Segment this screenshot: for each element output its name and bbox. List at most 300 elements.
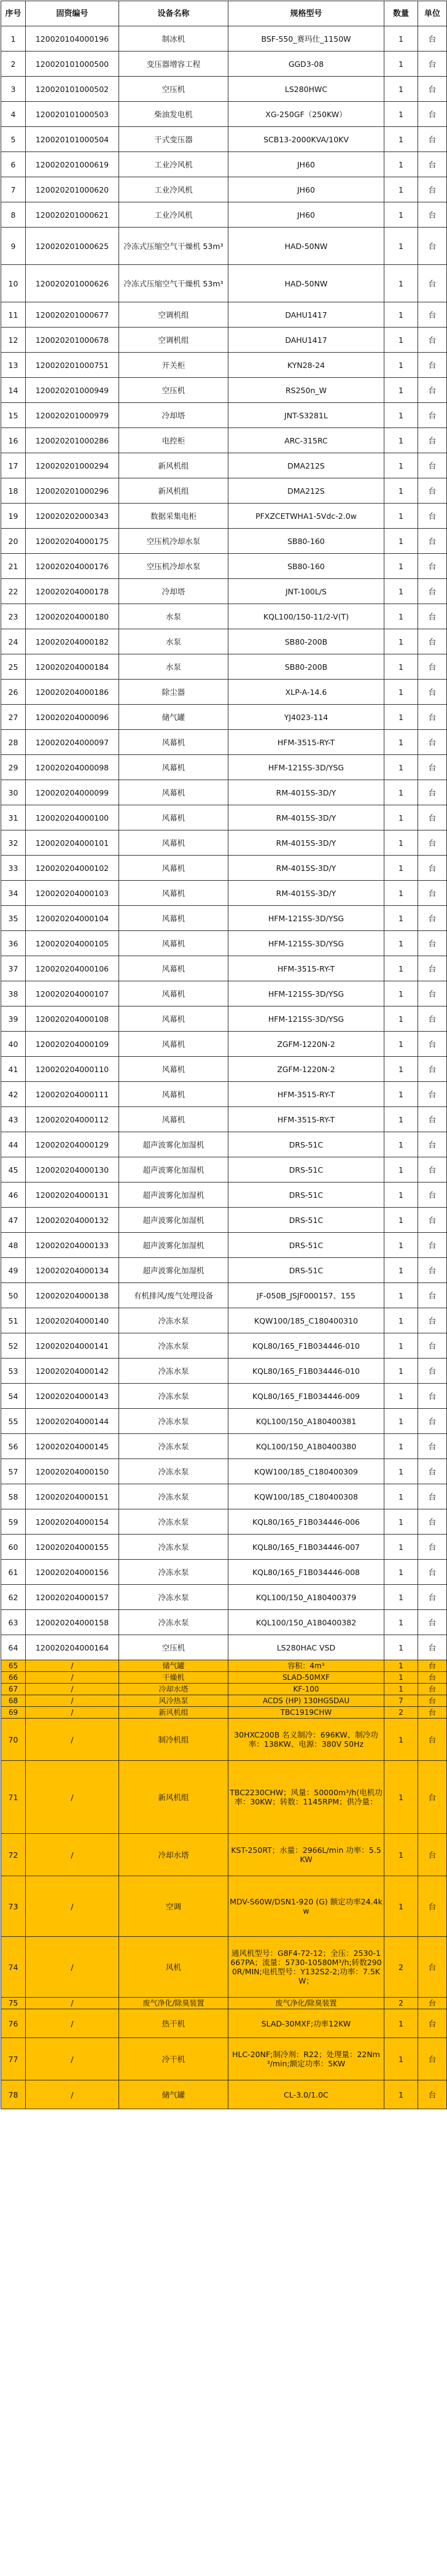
cell-name: 风幕机 [119,1107,228,1132]
cell-model: ZGFM-1220N-2 [228,1032,384,1057]
cell-qty: 1 [384,805,418,830]
equipment-table [1,1,447,2109]
cell-asset-no: 120020204000176 [26,554,119,579]
cell-asset-no: 120020101000503 [26,102,119,127]
cell-unit: 台 [418,1308,447,1333]
cell-no: 37 [1,956,26,981]
cell-name: 空调机组 [119,302,228,328]
cell-no: 49 [1,1258,26,1283]
table-row [1,102,447,127]
table-row [1,265,447,302]
cell-name: 干燥机 [119,1672,228,1684]
cell-no: 54 [1,1384,26,1409]
cell-name: 电控柜 [119,428,228,453]
cell-name: 超声波雾化加湿机 [119,1208,228,1233]
cell-qty: 1 [384,654,418,680]
cell-asset-no: 120020204000144 [26,1409,119,1434]
cell-unit: 台 [418,1695,447,1707]
cell-qty: 1 [384,931,418,956]
table-row-highlighted [1,2009,447,2038]
cell-unit: 台 [418,1258,447,1283]
cell-unit: 台 [418,1672,447,1684]
cell-no: 69 [1,1707,26,1719]
cell-qty: 1 [384,705,418,730]
cell-model: KQL100/150_A180400381 [228,1409,384,1434]
cell-qty: 1 [384,1333,418,1359]
cell-name: 冷冻水泵 [119,1359,228,1384]
cell-model: JF-050B_JSJF000157、155 [228,1283,384,1308]
cell-no: 65 [1,1660,26,1672]
cell-name: 空调机组 [119,328,228,353]
cell-asset-no: 120020204000156 [26,1560,119,1585]
table-row [1,1208,447,1233]
cell-name: 冷冻水泵 [119,1434,228,1459]
cell-qty: 1 [384,956,418,981]
table-row [1,228,447,265]
table-row [1,780,447,805]
cell-name: 冷冻水泵 [119,1384,228,1409]
cell-name: 超声波雾化加湿机 [119,1132,228,1157]
table-header [1,1,447,26]
cell-model: SB80-200B [228,654,384,680]
cell-asset-no: 120020204000178 [26,579,119,604]
cell-asset-no: 120020204000112 [26,1107,119,1132]
cell-no: 72 [1,1834,26,1876]
cell-qty: 1 [384,981,418,1006]
cell-no: 53 [1,1359,26,1384]
cell-unit: 台 [418,1998,447,2009]
cell-model: RS250n_W [228,378,384,403]
cell-model: SB80-160 [228,554,384,579]
cell-name: 开关柜 [119,353,228,378]
cell-model: DMA212S [228,478,384,504]
cell-model: SCB13-2000KVA/10KV [228,127,384,152]
cell-model: DMA212S [228,453,384,478]
cell-no: 21 [1,554,26,579]
table-row [1,1132,447,1157]
table-row [1,1233,447,1258]
table-row [1,705,447,730]
cell-qty: 1 [384,604,418,629]
table-row [1,353,447,378]
cell-name: 风幕机 [119,981,228,1006]
cell-asset-no: / [26,1672,119,1684]
cell-asset-no: 120020204000096 [26,705,119,730]
cell-no: 10 [1,265,26,302]
cell-model: TBC1919CHW [228,1707,384,1719]
cell-name: 风幕机 [119,856,228,881]
cell-name: 新风机组 [119,478,228,504]
cell-qty: 1 [384,1509,418,1535]
table-row-highlighted [1,1695,447,1707]
cell-no: 17 [1,453,26,478]
cell-model: RM-4015S-3D/Y [228,856,384,881]
cell-unit: 台 [418,302,447,328]
cell-model: JH60 [228,152,384,177]
table-row [1,1384,447,1409]
table-row [1,1509,447,1535]
cell-no: 44 [1,1132,26,1157]
table-row [1,654,447,680]
cell-name: 柴油发电机 [119,102,228,127]
cell-qty: 1 [384,780,418,805]
cell-unit: 台 [418,1006,447,1032]
cell-name: 冷干机 [119,2038,228,2080]
cell-unit: 台 [418,504,447,529]
cell-qty: 1 [384,478,418,504]
cell-name: 冷冻水泵 [119,1535,228,1560]
cell-unit: 台 [418,2038,447,2080]
cell-model: HFM-3515-RY-T [228,1107,384,1132]
cell-asset-no: 120020204000154 [26,1509,119,1535]
cell-no: 45 [1,1157,26,1183]
cell-model: HAD-50NW [228,265,384,302]
cell-name: 储气罐 [119,705,228,730]
cell-qty: 1 [384,1233,418,1258]
cell-name: 水泵 [119,629,228,654]
cell-unit: 台 [418,1459,447,1484]
cell-name: 冷却水塔 [119,1834,228,1876]
cell-qty: 1 [384,755,418,780]
cell-unit: 台 [418,2080,447,2109]
cell-unit: 台 [418,830,447,856]
table-row [1,856,447,881]
cell-asset-no: 120020204000145 [26,1434,119,1459]
table-row [1,1459,447,1484]
cell-unit: 台 [418,1384,447,1409]
cell-qty: 1 [384,403,418,428]
cell-unit: 台 [418,177,447,202]
table-row [1,1585,447,1610]
cell-unit: 台 [418,2009,447,2038]
cell-no: 50 [1,1283,26,1308]
table-row [1,504,447,529]
cell-asset-no: 120020204000186 [26,680,119,705]
cell-name: 数据采集电柜 [119,504,228,529]
cell-asset-no: / [26,2009,119,2038]
cell-unit: 台 [418,26,447,52]
cell-qty: 1 [384,152,418,177]
cell-unit: 台 [418,1283,447,1308]
cell-unit: 台 [418,705,447,730]
cell-name: 风幕机 [119,755,228,780]
cell-unit: 台 [418,1409,447,1434]
cell-qty: 1 [384,1359,418,1384]
table-row [1,906,447,931]
cell-asset-no: 120020204000102 [26,856,119,881]
table-row [1,1409,447,1434]
cell-qty: 1 [384,52,418,77]
cell-qty: 1 [384,881,418,906]
cell-qty: 1 [384,2038,418,2080]
cell-asset-no: 120020204000138 [26,1283,119,1308]
cell-model: PFXZCETWHA1-5Vdc-2.0w [228,504,384,529]
cell-name: 水泵 [119,654,228,680]
cell-unit: 台 [418,1032,447,1057]
cell-unit: 台 [418,529,447,554]
cell-unit: 台 [418,1434,447,1459]
cell-unit: 台 [418,730,447,755]
cell-asset-no: 120020201000294 [26,453,119,478]
table-row [1,1157,447,1183]
cell-model: KQL80/165_F1B034446-006 [228,1509,384,1535]
cell-model: 通风机型号：G8F4-72-12；全压：2530-1667PA；流量：5730-10580M³/h;转数2900R/MIN;电机型号：Y132S2-2;功率：7.5KW； [228,1937,384,1998]
cell-name: 风幕机 [119,830,228,856]
table-row [1,805,447,830]
cell-name: 除尘器 [119,680,228,705]
cell-asset-no: 120020204000100 [26,805,119,830]
table-row [1,931,447,956]
cell-qty: 1 [384,856,418,881]
cell-name: 冷冻水泵 [119,1585,228,1610]
cell-model: JH60 [228,177,384,202]
cell-qty: 1 [384,453,418,478]
table-row-highlighted [1,1684,447,1695]
table-row [1,1283,447,1308]
table-row [1,1082,447,1107]
cell-asset-no: 120020204000101 [26,830,119,856]
cell-no: 58 [1,1484,26,1509]
cell-asset-no: 120020204000151 [26,1484,119,1509]
cell-qty: 1 [384,680,418,705]
cell-model: HAD-50NW [228,228,384,265]
cell-qty: 1 [384,127,418,152]
table-row [1,1434,447,1459]
cell-name: 冷冻水泵 [119,1509,228,1535]
cell-model: MDV-S60W/DSN1-920 (G) 额定功率24.4kw [228,1876,384,1937]
cell-unit: 台 [418,604,447,629]
cell-name: 空调 [119,1876,228,1937]
cell-asset-no: 120020204000158 [26,1610,119,1635]
cell-model: KQL80/165_F1B034446-010 [228,1359,384,1384]
cell-unit: 台 [418,1535,447,1560]
cell-asset-no: / [26,1761,119,1834]
cell-qty: 2 [384,1707,418,1719]
cell-asset-no: / [26,1719,119,1761]
cell-qty: 2 [384,1998,418,2009]
cell-asset-no: 120020204000130 [26,1157,119,1183]
cell-no: 24 [1,629,26,654]
cell-asset-no: 120020204000141 [26,1333,119,1359]
table-row [1,1610,447,1635]
cell-unit: 台 [418,1509,447,1535]
cell-no: 23 [1,604,26,629]
cell-unit: 台 [418,1233,447,1258]
cell-qty: 1 [384,529,418,554]
cell-qty: 1 [384,1684,418,1695]
table-row [1,177,447,202]
cell-qty: 1 [384,1560,418,1585]
cell-asset-no: 120020204000111 [26,1082,119,1107]
cell-model: HFM-1215S-3D/YSG [228,981,384,1006]
cell-unit: 台 [418,554,447,579]
cell-no: 42 [1,1082,26,1107]
cell-model: DRS-51C [228,1157,384,1183]
cell-no: 13 [1,353,26,378]
cell-name: 超声波雾化加湿机 [119,1233,228,1258]
table-row [1,202,447,228]
cell-qty: 7 [384,1695,418,1707]
cell-model: DRS-51C [228,1183,384,1208]
cell-name: 空压机冷却水泵 [119,554,228,579]
cell-asset-no: 120020201000979 [26,403,119,428]
cell-asset-no: 120020204000142 [26,1359,119,1384]
table-row [1,1635,447,1660]
cell-unit: 台 [418,1684,447,1695]
cell-model: ARC-315RC [228,428,384,453]
cell-qty: 1 [384,1208,418,1233]
cell-name: 风冷热泵 [119,1695,228,1707]
cell-unit: 台 [418,755,447,780]
cell-qty: 1 [384,1283,418,1308]
cell-qty: 1 [384,353,418,378]
cell-name: 冷冻水泵 [119,1409,228,1434]
cell-qty: 1 [384,26,418,52]
cell-name: 水泵 [119,604,228,629]
cell-asset-no: 120020204000099 [26,780,119,805]
table-row-highlighted [1,1937,447,1998]
cell-model: KQL100/150_A180400382 [228,1610,384,1635]
cell-qty: 1 [384,579,418,604]
cell-asset-no: 120020204000133 [26,1233,119,1258]
cell-no: 55 [1,1409,26,1434]
cell-model: RM-4015S-3D/Y [228,830,384,856]
table-row [1,127,447,152]
cell-unit: 台 [418,654,447,680]
cell-model: 30HXC200B 名义制冷：696KW、制冷功率：138KW、电源：380V 50Hz [228,1719,384,1761]
cell-asset-no: / [26,1937,119,1998]
cell-name: 废气净化/除臭装置 [119,1998,228,2009]
table-row [1,1057,447,1082]
cell-name: 冷冻式压缩空气干燥机 53m³ [119,228,228,265]
cell-model: BSF-550_赛玛仕_1150W [228,26,384,52]
cell-unit: 台 [418,1333,447,1359]
cell-model: 容积：4m³ [228,1660,384,1672]
header-name: 设备名称 [119,1,228,26]
cell-no: 60 [1,1535,26,1560]
cell-name: 变压器增容工程 [119,52,228,77]
cell-no: 63 [1,1610,26,1635]
cell-asset-no: 120020204000143 [26,1384,119,1409]
cell-model: KQL80/165_F1B034446-009 [228,1384,384,1409]
cell-qty: 1 [384,177,418,202]
cell-name: 风幕机 [119,906,228,931]
table-row [1,26,447,52]
table-row [1,1333,447,1359]
cell-no: 59 [1,1509,26,1535]
cell-unit: 台 [418,1484,447,1509]
cell-asset-no: 120020101000500 [26,52,119,77]
cell-no: 38 [1,981,26,1006]
cell-no: 66 [1,1672,26,1684]
cell-no: 56 [1,1434,26,1459]
cell-model: ACDS (HP) 130HGSDAU [228,1695,384,1707]
cell-model: HLC-20NF;制冷剂：R22；处理量：22Nm³/min;额定功率：5KW [228,2038,384,2080]
cell-asset-no: 120020201000678 [26,328,119,353]
cell-qty: 1 [384,1183,418,1208]
cell-name: 空压机 [119,1635,228,1660]
cell-no: 51 [1,1308,26,1333]
cell-name: 工业冷风机 [119,152,228,177]
cell-unit: 台 [418,629,447,654]
table-row [1,378,447,403]
cell-model: HFM-1215S-3D/YSG [228,906,384,931]
cell-qty: 1 [384,1834,418,1876]
cell-qty: 1 [384,1107,418,1132]
cell-asset-no: 120020201000619 [26,152,119,177]
cell-model: DRS-51C [228,1132,384,1157]
cell-no: 19 [1,504,26,529]
cell-unit: 台 [418,881,447,906]
table-row [1,981,447,1006]
table-row-highlighted [1,1707,447,1719]
cell-asset-no: 120020204000129 [26,1132,119,1157]
cell-qty: 1 [384,1409,418,1434]
cell-model: XLP-A-14.6 [228,680,384,705]
cell-no: 12 [1,328,26,353]
cell-asset-no: 120020204000103 [26,881,119,906]
cell-no: 32 [1,830,26,856]
cell-model: SLAD-30MXF;功率12KW [228,2009,384,2038]
cell-no: 27 [1,705,26,730]
table-row [1,1535,447,1560]
cell-asset-no: 120020204000175 [26,529,119,554]
cell-no: 71 [1,1761,26,1834]
cell-qty: 1 [384,1132,418,1157]
cell-qty: 1 [384,1006,418,1032]
cell-model: RM-4015S-3D/Y [228,780,384,805]
cell-name: 空压机 [119,77,228,102]
cell-model: KQL80/165_F1B034446-010 [228,1333,384,1359]
cell-model: HFM-1215S-3D/YSG [228,931,384,956]
cell-name: 制冰机 [119,26,228,52]
header-row [1,1,447,26]
cell-model: DRS-51C [228,1258,384,1283]
table-row [1,478,447,504]
table-row-highlighted [1,1672,447,1684]
table-row [1,830,447,856]
cell-no: 15 [1,403,26,428]
cell-qty: 1 [384,228,418,265]
cell-unit: 台 [418,52,447,77]
cell-no: 62 [1,1585,26,1610]
cell-name: 冷冻水泵 [119,1560,228,1585]
cell-model: CL-3.0/1.0C [228,2080,384,2109]
cell-model: KQW100/185_C180400309 [228,1459,384,1484]
cell-unit: 台 [418,956,447,981]
cell-asset-no: 120020204000182 [26,629,119,654]
cell-model: SLAD-50MXF [228,1672,384,1684]
cell-model: KQL100/150-11/2-V(T) [228,604,384,629]
cell-name: 制冷机组 [119,1719,228,1761]
cell-no: 64 [1,1635,26,1660]
cell-model: JNT-S3281L [228,403,384,428]
table-row-highlighted [1,1761,447,1834]
cell-model: KQL80/165_F1B034446-008 [228,1560,384,1585]
cell-unit: 台 [418,1635,447,1660]
cell-no: 9 [1,228,26,265]
cell-no: 29 [1,755,26,780]
cell-model: SB80-200B [228,629,384,654]
cell-name: 风幕机 [119,1032,228,1057]
cell-no: 2 [1,52,26,77]
cell-qty: 1 [384,328,418,353]
cell-model: DAHU1417 [228,302,384,328]
cell-asset-no: 120020104000196 [26,26,119,52]
cell-unit: 台 [418,906,447,931]
cell-unit: 台 [418,127,447,152]
cell-no: 18 [1,478,26,504]
